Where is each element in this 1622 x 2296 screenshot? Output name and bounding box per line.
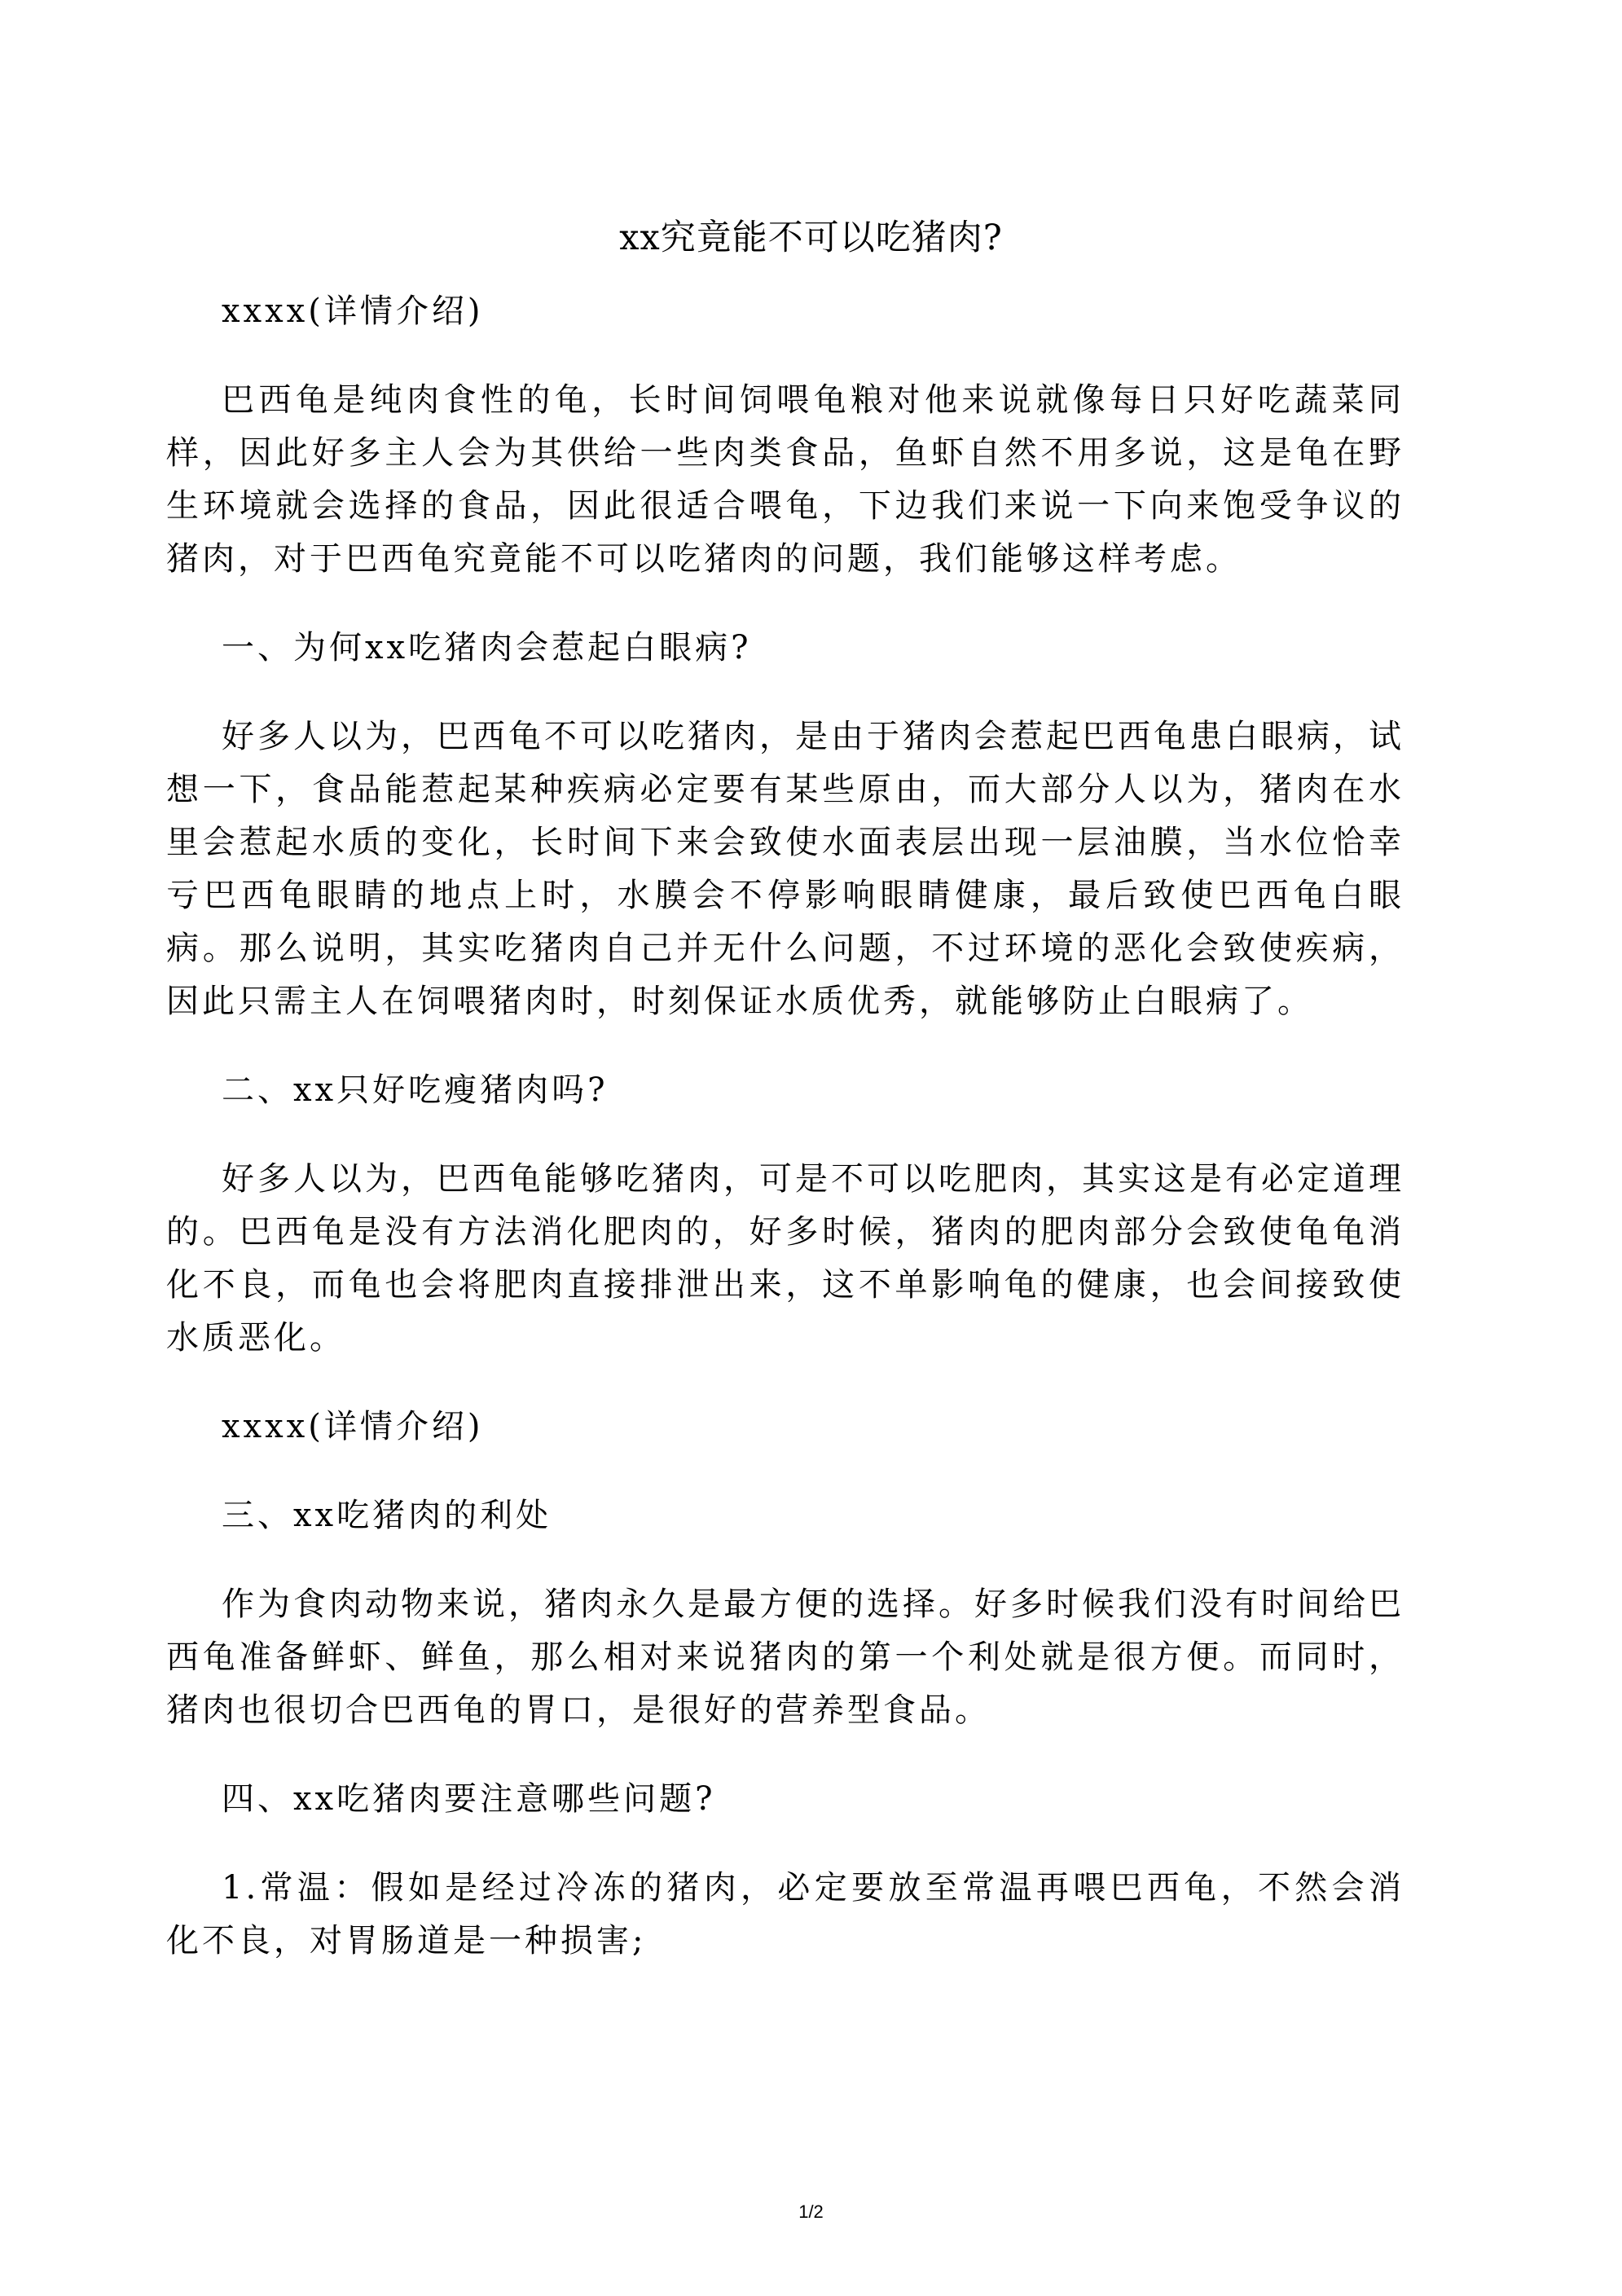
section-heading-4: 四、xx吃猪肉要注意哪些问题? (222, 1780, 716, 1818)
section-heading-2: 二、xx只好吃瘦猪肉吗? (222, 1071, 609, 1109)
document-title: xx究竟能不可以吃猪肉? (619, 218, 1003, 258)
list-item-room-temperature: 1.常温：假如是经过冷冻的猪肉，必定要放至常温再喂巴西龟，不然会消化不良，对胃肠道是一种损害; (166, 1869, 1404, 1960)
paragraph-intro: 巴西龟是纯肉食性的龟，长时间饲喂龟粮对他来说就像每日只好吃蔬菜同样，因此好多主人会为其供给一些肉类食品，鱼虾自然不用多说，这是龟在野生环境就会选择的食品，因此很适合喂龟，下边我们来说一下向来饱受争议的猪肉，对于巴西龟究竟能不可以吃猪肉的问题，我们能够这样考虑。 (166, 381, 1404, 578)
document-body (166, 285, 1404, 2004)
paragraph-section-3: 作为食肉动物来说，猪肉永久是最方便的选择。好多时候我们没有时间给巴西龟准备鲜虾、鲜鱼，那么相对来说猪肉的第一个利处就是很方便。而同时，猪肉也很切合巴西龟的胃口，是很好的营养型食品。 (166, 1586, 1404, 1729)
section-heading-1: 一、为何xx吃猪肉会惹起白眼病? (222, 629, 752, 666)
paragraph-section-2: 好多人以为，巴西龟能够吃猪肉，可是不可以吃肥肉，其实这是有必定道理的。巴西龟是没有方法消化肥肉的，好多时候，猪肉的肥肉部分会致使龟龟消化不良，而龟也会将肥肉直接排泄出来，这不单影响龟的健康，也会间接致使水质恶化。 (166, 1160, 1404, 1357)
paragraph-section-1: 好多人以为，巴西龟不可以吃猪肉，是由于猪肉会惹起巴西龟患白眼病，试想一下，食品能惹起某种疾病必定要有某些原由，而大部分人以为，猪肉在水里会惹起水质的变化，长时间下来会致使水面表层出现一层油膜，当水位恰幸亏巴西龟眼睛的地点上时，水膜会不停影响眼睛健康，最后致使巴西龟白眼病。那么说明，其实吃猪肉自己并无什么问题，不过环境的恶化会致使疾病，因此只需主人在饲喂猪肉时，时刻保证水质优秀，就能够防止白眼病了。 (166, 718, 1404, 1020)
intro-label: xxxx(详情介绍) (222, 292, 484, 330)
details-label: xxxx(详情介绍) (222, 1408, 484, 1445)
section-heading-3: 三、xx吃猪肉的利处 (222, 1497, 552, 1534)
page-number: 1/2 (798, 2201, 824, 2222)
